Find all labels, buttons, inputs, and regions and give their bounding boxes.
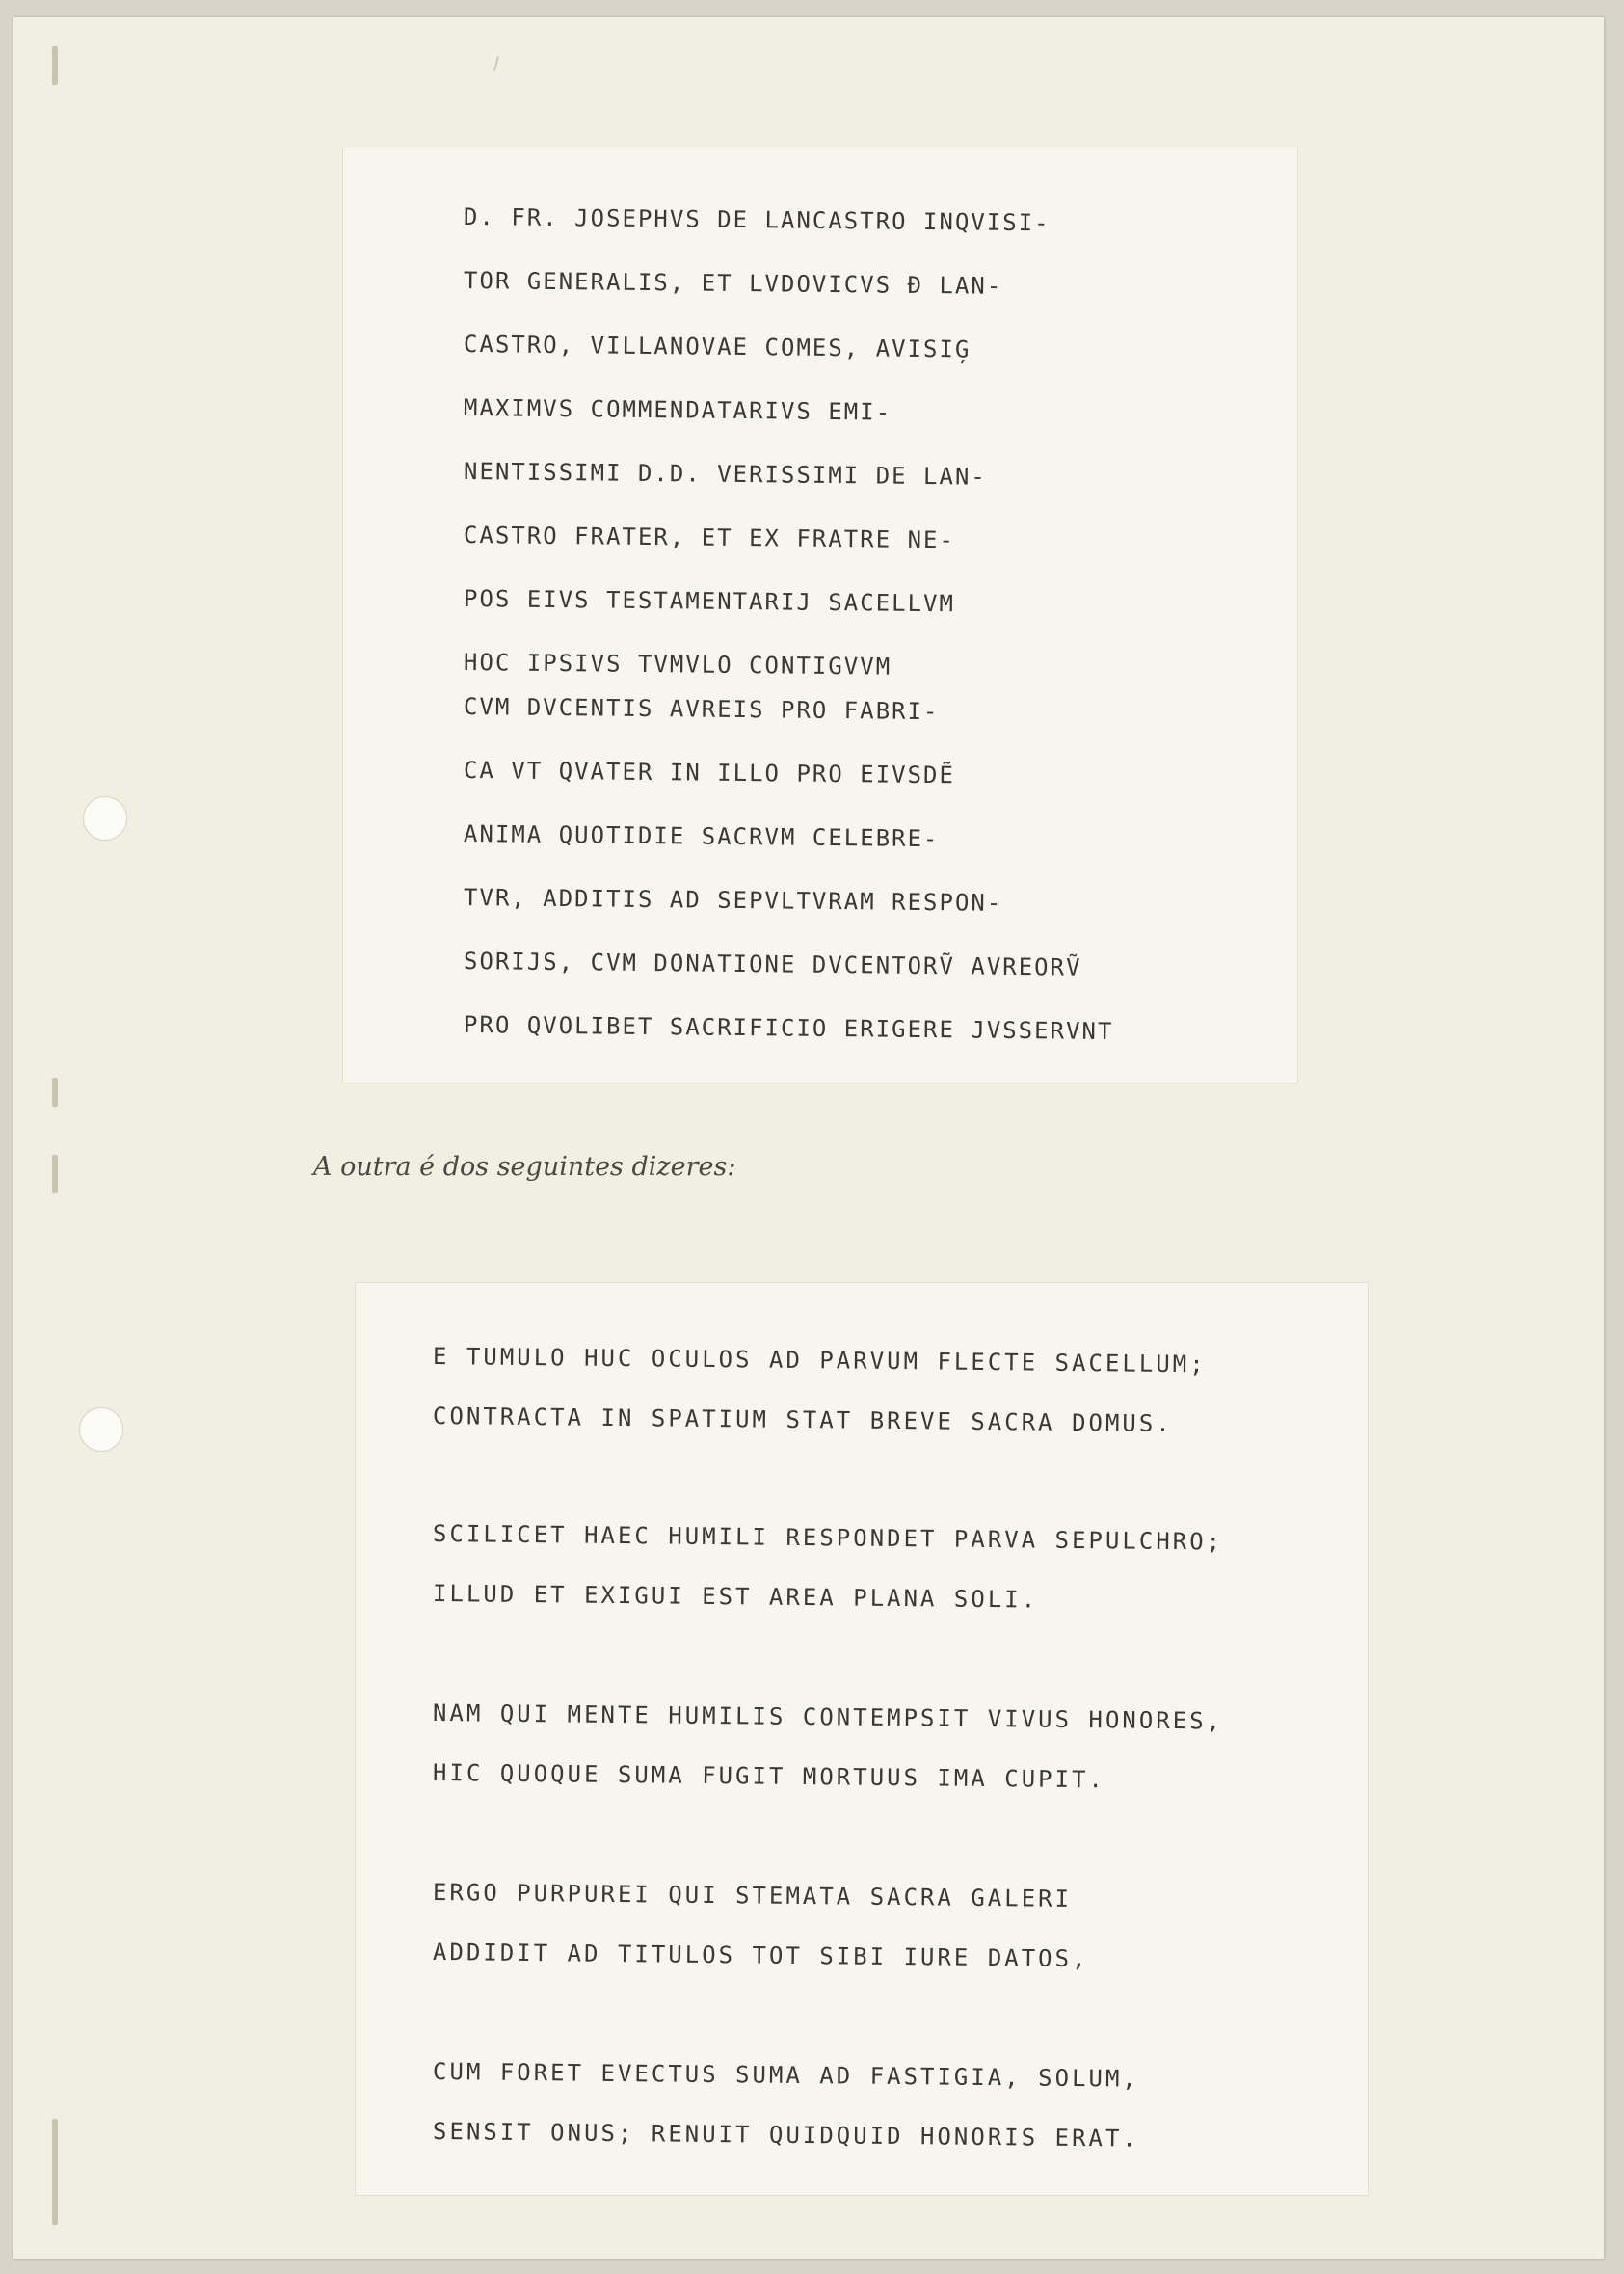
binding-mark <box>52 46 58 85</box>
inscription-line: CONTRACTA IN SPATIUM STAT BREVE SACRA DOMUS. <box>432 1403 1173 1438</box>
inscription-line: ILLUD ET EXIGUI EST AREA PLANA SOLI. <box>432 1580 1039 1614</box>
binding-mark <box>52 1078 58 1107</box>
pencil-mark <box>493 56 499 71</box>
inscription-line: CA VT QVATER IN ILLO PRO EIVSDẼ <box>463 757 956 789</box>
inscription-line: NENTISSIMI D.D. VERISSIMI DE LAN- <box>463 458 987 491</box>
inscription-line: NAM QUI MENTE HUMILIS CONTEMPSIT VIVUS HONORES, <box>432 1699 1224 1735</box>
punch-hole <box>79 1407 123 1452</box>
inscription-line: POS EIVS TESTAMENTARIJ SACELLVM <box>463 585 956 618</box>
inscription-line: CASTRO FRATER, ET EX FRATRE NE- <box>463 522 956 554</box>
inscription-line: ANIMA QUOTIDIE SACRVM CELEBRE- <box>463 820 940 853</box>
binding-mark <box>52 2119 58 2225</box>
binding-mark <box>52 1155 58 1193</box>
inscription-card-one <box>342 147 1298 1083</box>
punch-hole <box>83 796 127 841</box>
inscription-line: HIC QUOQUE SUMA FUGIT MORTUUS IMA CUPIT. <box>432 1759 1106 1794</box>
inscription-line: HOC IPSIVS TVMVLO CONTIGVVM <box>463 649 892 681</box>
inscription-line: D. FR. JOSEPHVS DE LANCASTRO INQVISI- <box>463 203 1051 237</box>
inscription-line: CVM DVCENTIS AVREIS PRO FABRI- <box>463 693 940 726</box>
inscription-line: SORIJS, CVM DONATIONE DVCENTORṼ AVREORṼ <box>463 948 1082 981</box>
inscription-line: PRO QVOLIBET SACRIFICIO ERIGERE JVSSERVNT <box>463 1011 1114 1046</box>
inscription-line: CUM FORET EVECTUS SUMA AD FASTIGIA, SOLUM, <box>432 2058 1139 2093</box>
inscription-line: SCILICET HAEC HUMILI RESPONDET PARVA SEPULCHRO; <box>432 1520 1224 1556</box>
inscription-line: MAXIMVS COMMENDATARIVS EMI- <box>463 394 892 426</box>
inscription-card-two <box>355 1282 1369 2196</box>
inscription-line: SENSIT ONUS; RENUIT QUIDQUID HONORIS ERAT. <box>432 2118 1139 2153</box>
inscription-line: ERGO PURPUREI QUI STEMATA SACRA GALERI <box>432 1879 1073 1913</box>
inscription-line: E TUMULO HUC OCULOS AD PARVUM FLECTE SACELLUM; <box>432 1343 1207 1378</box>
inscription-line: ADDIDIT AD TITULOS TOT SIBI IURE DATOS, <box>432 1939 1089 1973</box>
inscription-line: TOR GENERALIS, ET LVDOVICVS Đ LAN- <box>463 267 1003 300</box>
inscription-line: TVR, ADDITIS AD SEPVLTVRAM RESPON- <box>463 884 1003 917</box>
inscription-line: CASTRO, VILLANOVAE COMES, AVISIĢ <box>463 331 972 363</box>
handwritten-note: A outra é dos seguintes dizeres: <box>313 1152 736 1182</box>
